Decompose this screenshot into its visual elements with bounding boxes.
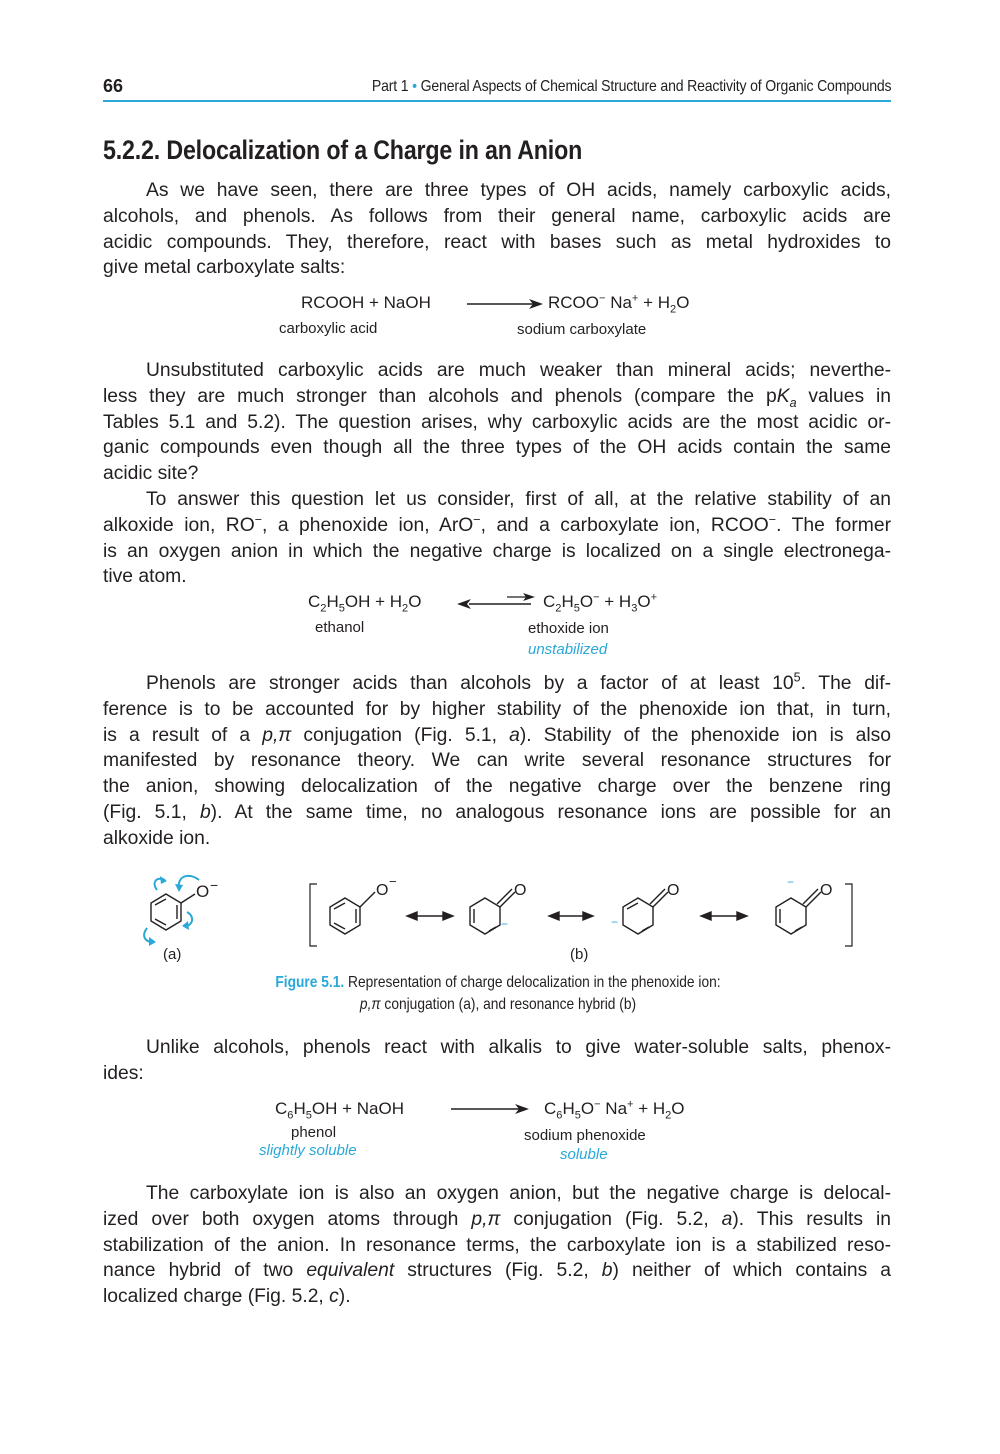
bracket-left	[310, 884, 317, 946]
para3-line: tive atom.	[103, 566, 187, 588]
curved-arrows	[144, 876, 199, 942]
para6-line: nance hybrid of two equivalent structures (Fig. 5.2, b) neither of which contains a	[103, 1260, 891, 1282]
eq3-note-right: soluble	[560, 1146, 608, 1163]
page-number: 66	[103, 76, 124, 96]
eq3-right: $C_6H_5O^-$ $Na^+ + H_2O$	[544, 1098, 685, 1122]
resonance-arrow	[549, 912, 593, 920]
figure-5-1	[133, 866, 893, 966]
paragraph-5	[103, 1035, 891, 1087]
eq2-equilibrium-arrow	[455, 590, 537, 612]
eq3-label-left: phenol	[291, 1124, 337, 1141]
atom-o: O	[820, 882, 833, 899]
caption-line-1: Figure 5.1. Representation of charge delocalization in the phenoxide ion:	[275, 974, 721, 991]
charge-minus: −	[787, 875, 795, 889]
eq1-na: Na	[610, 293, 632, 312]
resonance-structure-1	[330, 892, 375, 934]
resonance-structure-3	[623, 889, 668, 934]
charge-minus: −	[501, 917, 509, 931]
resonance-structure-4	[776, 889, 821, 934]
eq2-right: $C_2H_5O^- + H_3O^+$	[543, 591, 658, 615]
atom-o: O	[376, 882, 389, 899]
para2-line: Unsubstituted carboxylic acids are much weaker than mineral acids; neverthe-	[146, 360, 891, 381]
eq1-arrow	[465, 296, 545, 312]
eq3-label-right: sodium phenoxide	[524, 1127, 646, 1144]
running-title-part: Part 1	[371, 78, 408, 95]
caption-label: Figure 5.1.	[275, 974, 345, 991]
running-title-bullet: •	[411, 78, 417, 95]
atom-o: O	[514, 882, 527, 899]
fig-label-b: (b)	[570, 946, 589, 963]
running-title-text: General Aspects of Chemical Structure and Reactivity of Organic Compounds	[420, 78, 891, 95]
paragraph-6	[103, 1181, 891, 1310]
para2-line: ganic compounds even though all the three types of the OH acids contain the same	[103, 437, 891, 459]
paragraph-4	[103, 671, 891, 852]
eq2-left: $C_2H_5OH + H_2O$	[308, 592, 422, 615]
figure-caption	[233, 972, 763, 1016]
bracket-right	[845, 884, 852, 946]
eq1-o: O	[676, 293, 690, 312]
para1-line: acidic compounds. They, therefore, react with bases such as metal hydroxides to	[103, 231, 891, 253]
charge-minus: −	[210, 877, 219, 893]
resonance-structure-2	[470, 889, 515, 934]
para4-line: is a result of a p,π conjugation (Fig. 5.1, a). Stability of the phenoxide ion is also	[103, 724, 892, 746]
eq1-h: + H	[643, 293, 671, 312]
para3-line: To answer this question let us consider, first of all, at the relative stability of an	[146, 489, 891, 510]
eq1-rcoo: RCOO	[548, 293, 599, 312]
caption-line-2: p,π conjugation (a), and resonance hybrid (b)	[359, 996, 637, 1013]
running-title	[371, 78, 891, 96]
eq1-left: RCOOH + NaOH	[301, 293, 431, 312]
para5-line: Unlike alcohols, phenols react with alkalis to give water-soluble salts, phenox-	[146, 1037, 891, 1058]
para4-line: (Fig. 5.1, b). At the same time, no analogous resonance ions are possible for an	[103, 801, 891, 823]
para4-line: alkoxide ion.	[103, 827, 211, 849]
paragraph-2	[103, 358, 891, 487]
eq2-note-right: unstabilized	[528, 641, 608, 658]
eq2-label-right: ethoxide ion	[528, 620, 609, 637]
para4-line: Phenols are stronger acids than alcohols by a factor of at least $10^5$. The dif-	[146, 670, 891, 694]
eq1-label-left: carboxylic acid	[279, 320, 378, 337]
resonance-arrow	[701, 912, 747, 920]
atom-o: O	[196, 882, 210, 901]
para2-line: Tables 5.1 and 5.2). The question arises, why carboxylic acids are the most acidic or-	[103, 411, 891, 433]
eq1-label-right: sodium carboxylate	[517, 321, 647, 338]
para1-line: As we have seen, there are three types of OH acids, namely carboxylic acids,	[146, 180, 891, 201]
para5-line: ides:	[103, 1062, 144, 1084]
para3-line: is an oxygen anion in which the negative charge is localized on a single electronega-	[103, 540, 891, 562]
para6-line: The carboxylate ion is also an oxygen anion, but the negative charge is delocal-	[146, 1183, 891, 1204]
atom-o: O	[667, 882, 680, 899]
para1-line: alcohols, and phenols. As follows from their general name, carboxylic acids are	[103, 205, 891, 227]
eq3-left: $C_6H_5OH$ + NaOH	[275, 1099, 404, 1122]
fig-label-a: (a)	[163, 946, 182, 963]
paragraph-3	[103, 487, 891, 590]
para4-line: ference is to be accounted for by higher stability of the phenoxide ion that, in turn,	[103, 698, 891, 720]
para6-line: ized over both oxygen atoms through p,π conjugation (Fig. 5.2, a). This results in	[103, 1208, 891, 1230]
para4-line: the anion, showing delocalization of the negative charge over the benzene ring	[103, 776, 891, 798]
para6-line: localized charge (Fig. 5.2, c).	[103, 1286, 351, 1308]
eq2-label-left: ethanol	[315, 619, 365, 636]
running-header	[103, 74, 891, 102]
eq3-note-left: slightly soluble	[259, 1142, 357, 1159]
para2-line: less they are much stronger than alcohols and phenols (compare the $pK_a$ values in	[103, 385, 891, 410]
paragraph-1	[103, 178, 891, 281]
para6-line: stabilization of the anion. In resonance terms, the carboxylate ion is a stabilized reso-	[103, 1234, 891, 1256]
para4-line: manifested by resonance theory. We can write several resonance structures for	[103, 750, 891, 772]
charge-minus: −	[389, 874, 397, 889]
section-title: 5.2.2. Delocalization of a Charge in an Anion	[103, 135, 583, 165]
eq3-arrow	[449, 1101, 531, 1117]
para3-line: alkoxide ion, RO−, a phenoxide ion, ArO−, and a carboxylate ion, RCOO−. The former	[103, 512, 891, 536]
resonance-arrow	[407, 912, 453, 920]
charge-minus: −	[611, 915, 619, 929]
para1-line: give metal carboxylate salts:	[103, 257, 346, 279]
para2-line: acidic site?	[103, 463, 199, 485]
eq1-right: RCOO− $Na^+ + H_2O$	[548, 292, 690, 316]
